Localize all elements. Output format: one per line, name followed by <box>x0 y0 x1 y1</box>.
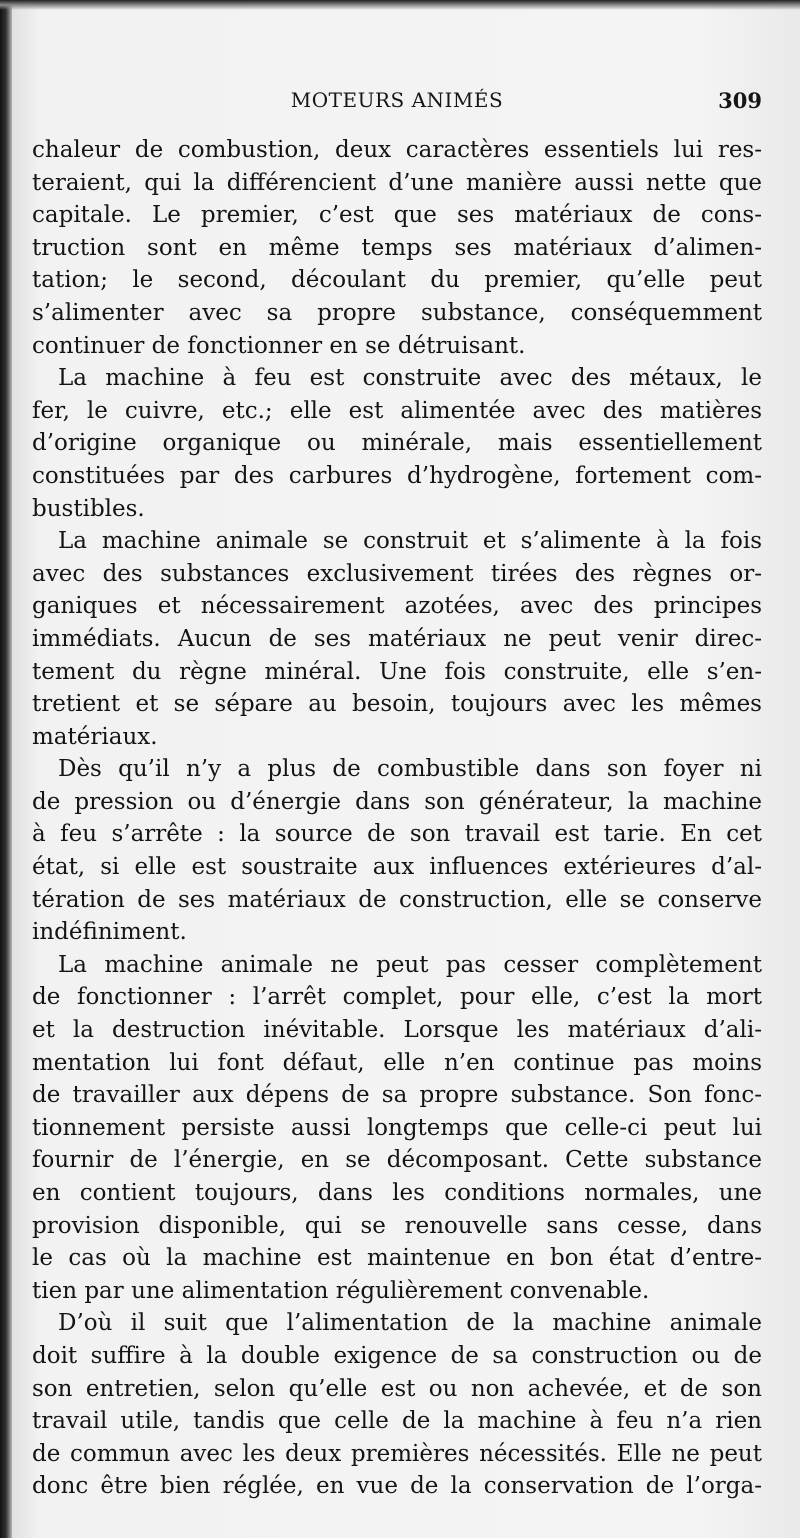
text-line: d’origine organique ou minérale, mais essentiellement <box>32 430 762 457</box>
text-line: D’où il suit que l’alimentation de la machine animale <box>58 1310 762 1337</box>
page-binding-shadow <box>0 0 12 1538</box>
text-line: La machine à feu est construite avec des métaux, le <box>58 365 762 392</box>
text-line: tement du règne minéral. Une fois construite, elle s’en- <box>32 658 762 685</box>
text-line: s’alimenter avec sa propre substance, conséquemment <box>32 299 762 326</box>
text-line: La machine animale ne peut pas cesser complètement <box>58 951 762 978</box>
page-top-shadow <box>0 0 800 10</box>
body-text <box>32 134 762 1503</box>
text-line: tien par une alimentation régulièrement convenable. <box>32 1277 650 1304</box>
text-line: Dès qu’il n’y a plus de combustible dans son foyer ni <box>58 756 762 783</box>
text-line: La machine animale se construit et s’alimente à la fois <box>58 528 762 555</box>
text-line: son entretien, selon qu’elle est ou non achevée, et de son <box>32 1375 762 1402</box>
text-line: de pression ou d’énergie dans son générateur, la machine <box>32 788 762 815</box>
text-line: matériaux. <box>32 723 158 750</box>
text-line: en contient toujours, dans les conditions normales, une <box>32 1180 762 1206</box>
text-line: bustibles. <box>32 495 145 522</box>
text-line: provision disponible, qui se renouvelle sans cesse, dans <box>32 1212 762 1239</box>
text-line: travail utile, tandis que celle de la machine à feu n’a rien <box>32 1408 762 1435</box>
page-number: 309 <box>718 88 762 113</box>
text-line: doit suffire à la double exigence de sa construction ou de <box>32 1342 762 1369</box>
text-line: continuer de fonctionner en se détruisant. <box>32 332 526 359</box>
text-line: ganiques et nécessairement azotées, avec des principes <box>32 593 762 620</box>
text-line: fer, le cuivre, etc.; elle est alimentée avec des matières <box>32 397 762 424</box>
text-line: chaleur de combustion, deux caractères essentiels lui res- <box>32 137 762 163</box>
text-line: mentation lui font défaut, elle n’en continue pas moins <box>32 1049 762 1076</box>
text-line: constituées par des carbures d’hydrogène, fortement com- <box>32 462 762 489</box>
text-line: de commun avec les deux premières nécessités. Elle ne peut <box>32 1440 762 1467</box>
text-line: teraient, qui la différencient d’une manière aussi nette que <box>32 169 762 196</box>
text-line: donc être bien réglée, en vue de la conservation de l’orga- <box>32 1473 762 1500</box>
text-line: à feu s’arrête : la source de son travail est tarie. En cet <box>32 821 762 848</box>
text-line: truction sont en même temps ses matériaux d’alimen- <box>32 234 762 261</box>
text-line: capitale. Le premier, c’est que ses matériaux de cons- <box>32 202 762 229</box>
text-line: de travailler aux dépens de sa propre substance. Son fonc- <box>32 1082 762 1109</box>
text-line: état, si elle est soustraite aux influences extérieures d’al- <box>32 854 762 881</box>
text-line: fournir de l’énergie, en se décomposant. Cette substance <box>32 1147 762 1174</box>
text-line: immédiats. Aucun de ses matériaux ne peut venir direc- <box>32 625 762 652</box>
text-line: tération de ses matériaux de construction, elle se conserve <box>32 886 762 913</box>
text-line: avec des substances exclusivement tirées des règnes or- <box>32 560 762 587</box>
text-line: le cas où la machine est maintenue en bon état d’entre- <box>32 1245 762 1272</box>
text-line: tretient et se sépare au besoin, toujours avec les mêmes <box>32 691 762 718</box>
text-line: tation; le second, découlant du premier, qu’elle peut <box>32 267 762 294</box>
text-line: et la destruction inévitable. Lorsque les matériaux d’ali- <box>32 1017 762 1044</box>
text-line: tionnement persiste aussi longtemps que celle-ci peut lui <box>32 1114 762 1141</box>
text-line: de fonctionner : l’arrêt complet, pour elle, c’est la mort <box>32 984 762 1011</box>
running-title: MOTEURS ANIMÉS <box>290 88 504 112</box>
text-line: indéfiniment. <box>32 919 187 946</box>
page-header <box>32 88 762 118</box>
